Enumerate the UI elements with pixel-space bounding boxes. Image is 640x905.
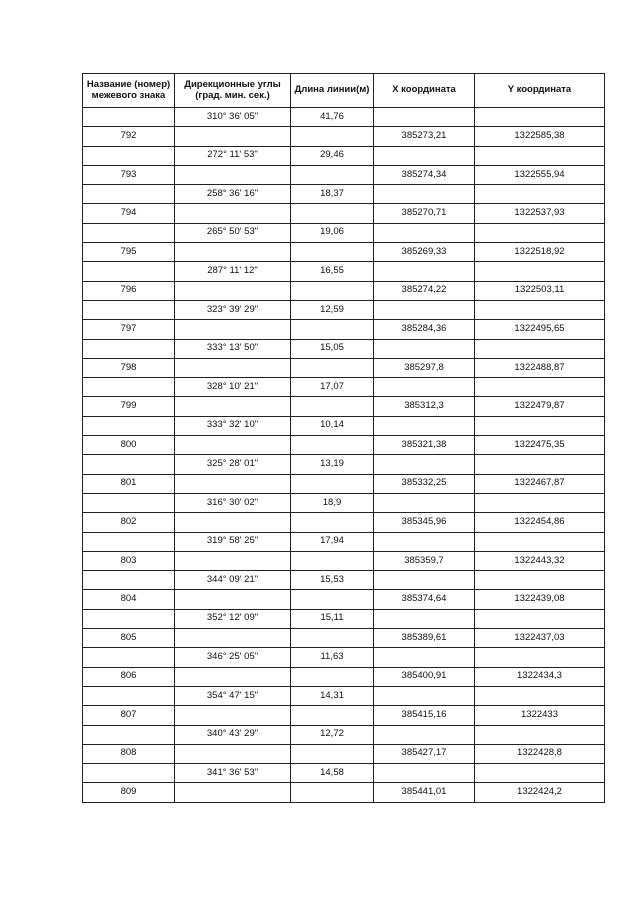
cell-name [83, 609, 175, 628]
cell-length: 14,58 [291, 764, 374, 783]
cell-length [291, 165, 374, 184]
cell-length [291, 474, 374, 493]
cell-y: 1322585,38 [475, 127, 605, 146]
cell-y: 1322495,65 [475, 320, 605, 339]
cell-name [83, 764, 175, 783]
cell-x [374, 108, 475, 127]
cell-name [83, 416, 175, 435]
cell-x: 385273,21 [374, 127, 475, 146]
cell-y: 1322537,93 [475, 204, 605, 223]
cell-x [374, 223, 475, 242]
cell-name [83, 455, 175, 474]
table-row [83, 474, 605, 493]
table-row [83, 436, 605, 455]
cell-name: 803 [83, 551, 175, 570]
table-row [83, 609, 605, 628]
cell-y [475, 262, 605, 281]
cell-length: 10,14 [291, 416, 374, 435]
cell-y: 1322518,92 [475, 243, 605, 262]
cell-y [475, 493, 605, 512]
cell-angle: 325° 28' 01" [175, 455, 291, 474]
cell-y [475, 764, 605, 783]
cell-angle: 341° 36' 53" [175, 764, 291, 783]
table-row [83, 281, 605, 300]
cell-x: 385321,38 [374, 436, 475, 455]
cell-name [83, 571, 175, 590]
cell-y [475, 609, 605, 628]
cell-length [291, 281, 374, 300]
cell-y: 1322439,08 [475, 590, 605, 609]
cell-name [83, 648, 175, 667]
cell-length [291, 706, 374, 725]
cell-length: 12,59 [291, 300, 374, 319]
cell-x: 385389,61 [374, 629, 475, 648]
cell-length [291, 436, 374, 455]
cell-y: 1322503,11 [475, 281, 605, 300]
cell-x [374, 725, 475, 744]
table-row [83, 320, 605, 339]
cell-name [83, 262, 175, 281]
cell-name: 802 [83, 513, 175, 532]
header-angle: Дирекционные углы (град. мин. сек.) [175, 74, 291, 108]
cell-name: 798 [83, 358, 175, 377]
table-header-row [83, 74, 605, 108]
table-row [83, 532, 605, 551]
cell-x: 385345,96 [374, 513, 475, 532]
cell-x [374, 648, 475, 667]
cell-length: 15,53 [291, 571, 374, 590]
cell-y: 1322424,2 [475, 783, 605, 802]
cell-y [475, 108, 605, 127]
cell-x: 385274,22 [374, 281, 475, 300]
cell-angle: 319° 58' 25" [175, 532, 291, 551]
table-row [83, 667, 605, 686]
cell-angle: 352° 12' 09" [175, 609, 291, 628]
cell-name [83, 185, 175, 204]
cell-y [475, 725, 605, 744]
cell-x [374, 262, 475, 281]
cell-y: 1322488,87 [475, 358, 605, 377]
cell-length [291, 551, 374, 570]
cell-angle: 346° 25' 05" [175, 648, 291, 667]
cell-length: 17,94 [291, 532, 374, 551]
cell-length [291, 320, 374, 339]
cell-length: 17,07 [291, 378, 374, 397]
cell-y: 1322479,87 [475, 397, 605, 416]
cell-x [374, 146, 475, 165]
cell-angle: 328° 10' 21" [175, 378, 291, 397]
cell-x: 385427,17 [374, 744, 475, 763]
cell-angle [175, 127, 291, 146]
table-row [83, 185, 605, 204]
cell-x [374, 764, 475, 783]
cell-name: 805 [83, 629, 175, 648]
cell-x: 385297,8 [374, 358, 475, 377]
cell-length [291, 204, 374, 223]
table-row [83, 378, 605, 397]
table-row [83, 339, 605, 358]
cell-x [374, 571, 475, 590]
table-row [83, 513, 605, 532]
header-x: X координата [374, 74, 475, 108]
cell-name [83, 725, 175, 744]
cell-angle: 340° 43' 29" [175, 725, 291, 744]
cell-x [374, 300, 475, 319]
cell-x [374, 185, 475, 204]
table-row [83, 783, 605, 802]
table-row [83, 725, 605, 744]
cell-angle: 344° 09' 21" [175, 571, 291, 590]
cell-y: 1322475,35 [475, 436, 605, 455]
cell-name [83, 223, 175, 242]
cell-angle [175, 667, 291, 686]
cell-x [374, 532, 475, 551]
table-row [83, 165, 605, 184]
table-row [83, 300, 605, 319]
cell-name [83, 493, 175, 512]
cell-name [83, 146, 175, 165]
header-name: Название (номер) межевого знака [83, 74, 175, 108]
cell-angle [175, 513, 291, 532]
cell-angle [175, 590, 291, 609]
cell-y [475, 146, 605, 165]
cell-y [475, 686, 605, 705]
cell-name: 796 [83, 281, 175, 300]
cell-length: 15,05 [291, 339, 374, 358]
table-row [83, 764, 605, 783]
cell-x: 385374,64 [374, 590, 475, 609]
table-row [83, 358, 605, 377]
cell-angle [175, 629, 291, 648]
cell-y: 1322443,32 [475, 551, 605, 570]
cell-angle: 354° 47' 15" [175, 686, 291, 705]
cell-y [475, 648, 605, 667]
cell-y [475, 378, 605, 397]
cell-angle [175, 397, 291, 416]
cell-name: 801 [83, 474, 175, 493]
cell-x: 385332,25 [374, 474, 475, 493]
cell-name: 793 [83, 165, 175, 184]
cell-name: 804 [83, 590, 175, 609]
cell-angle: 333° 13' 50" [175, 339, 291, 358]
cell-angle [175, 204, 291, 223]
cell-angle [175, 783, 291, 802]
cell-y [475, 185, 605, 204]
cell-y [475, 455, 605, 474]
table-row [83, 744, 605, 763]
cell-x [374, 493, 475, 512]
cell-name [83, 686, 175, 705]
cell-angle: 265° 50' 53" [175, 223, 291, 242]
cell-name: 792 [83, 127, 175, 146]
cell-y: 1322428,8 [475, 744, 605, 763]
cell-y: 1322437,03 [475, 629, 605, 648]
cell-length: 19,06 [291, 223, 374, 242]
cell-name [83, 108, 175, 127]
cell-x [374, 686, 475, 705]
table-row [83, 262, 605, 281]
cell-length [291, 783, 374, 802]
cell-length: 16,55 [291, 262, 374, 281]
table-row [83, 243, 605, 262]
cell-angle [175, 320, 291, 339]
cell-x: 385359,7 [374, 551, 475, 570]
cell-length [291, 629, 374, 648]
cell-x: 385312,3 [374, 397, 475, 416]
cell-length: 11,63 [291, 648, 374, 667]
cell-name: 806 [83, 667, 175, 686]
table-row [83, 571, 605, 590]
cell-name: 795 [83, 243, 175, 262]
cell-length: 12,72 [291, 725, 374, 744]
table-row [83, 127, 605, 146]
cell-y: 1322434,3 [475, 667, 605, 686]
cell-x: 385269,33 [374, 243, 475, 262]
table-row [83, 706, 605, 725]
cell-length: 14,31 [291, 686, 374, 705]
cell-y [475, 300, 605, 319]
cell-name [83, 339, 175, 358]
table-row [83, 493, 605, 512]
cell-x: 385270,71 [374, 204, 475, 223]
cell-angle [175, 281, 291, 300]
cell-x [374, 378, 475, 397]
cell-length [291, 397, 374, 416]
table-row [83, 397, 605, 416]
cell-name: 799 [83, 397, 175, 416]
cell-length: 18,9 [291, 493, 374, 512]
cell-length [291, 590, 374, 609]
cell-angle [175, 474, 291, 493]
cell-y: 1322454,86 [475, 513, 605, 532]
cell-name [83, 532, 175, 551]
cell-x: 385274,34 [374, 165, 475, 184]
cell-x [374, 609, 475, 628]
table-row [83, 146, 605, 165]
cell-angle: 310° 36' 05" [175, 108, 291, 127]
cell-angle [175, 551, 291, 570]
cell-x [374, 455, 475, 474]
cell-y [475, 571, 605, 590]
cell-length [291, 358, 374, 377]
cell-y [475, 339, 605, 358]
table-row [83, 108, 605, 127]
header-y: Y координата [475, 74, 605, 108]
table-row [83, 204, 605, 223]
table-row [83, 223, 605, 242]
cell-length: 18,37 [291, 185, 374, 204]
cell-name: 807 [83, 706, 175, 725]
cell-angle: 323° 39' 29" [175, 300, 291, 319]
cell-angle [175, 436, 291, 455]
cell-length [291, 243, 374, 262]
cell-angle [175, 706, 291, 725]
cell-y [475, 532, 605, 551]
coordinates-table [82, 73, 605, 803]
cell-name: 797 [83, 320, 175, 339]
header-length: Длина линии(м) [291, 74, 374, 108]
cell-angle: 287° 11' 12" [175, 262, 291, 281]
cell-x: 385415,16 [374, 706, 475, 725]
cell-name: 808 [83, 744, 175, 763]
cell-length [291, 744, 374, 763]
cell-y: 1322433 [475, 706, 605, 725]
cell-name: 800 [83, 436, 175, 455]
table-row [83, 551, 605, 570]
cell-name: 809 [83, 783, 175, 802]
table-row [83, 686, 605, 705]
cell-angle: 272° 11' 53" [175, 146, 291, 165]
cell-x: 385400,91 [374, 667, 475, 686]
cell-y [475, 416, 605, 435]
cell-angle [175, 358, 291, 377]
cell-length: 13,19 [291, 455, 374, 474]
cell-name [83, 300, 175, 319]
cell-name: 794 [83, 204, 175, 223]
cell-angle: 316° 30' 02" [175, 493, 291, 512]
cell-length: 41,76 [291, 108, 374, 127]
cell-angle [175, 744, 291, 763]
cell-x [374, 416, 475, 435]
table-row [83, 629, 605, 648]
table-body [83, 108, 605, 803]
cell-length [291, 667, 374, 686]
cell-y [475, 223, 605, 242]
cell-name [83, 378, 175, 397]
table-row [83, 455, 605, 474]
cell-x [374, 339, 475, 358]
table-row [83, 648, 605, 667]
cell-angle [175, 165, 291, 184]
cell-length [291, 127, 374, 146]
cell-length: 29,46 [291, 146, 374, 165]
cell-x: 385441,01 [374, 783, 475, 802]
cell-length [291, 513, 374, 532]
table-row [83, 590, 605, 609]
table-row [83, 416, 605, 435]
cell-y: 1322467,87 [475, 474, 605, 493]
cell-length: 15,11 [291, 609, 374, 628]
cell-x: 385284,36 [374, 320, 475, 339]
cell-y: 1322555,94 [475, 165, 605, 184]
cell-angle [175, 243, 291, 262]
cell-angle: 333° 32' 10" [175, 416, 291, 435]
cell-angle: 258° 36' 16" [175, 185, 291, 204]
